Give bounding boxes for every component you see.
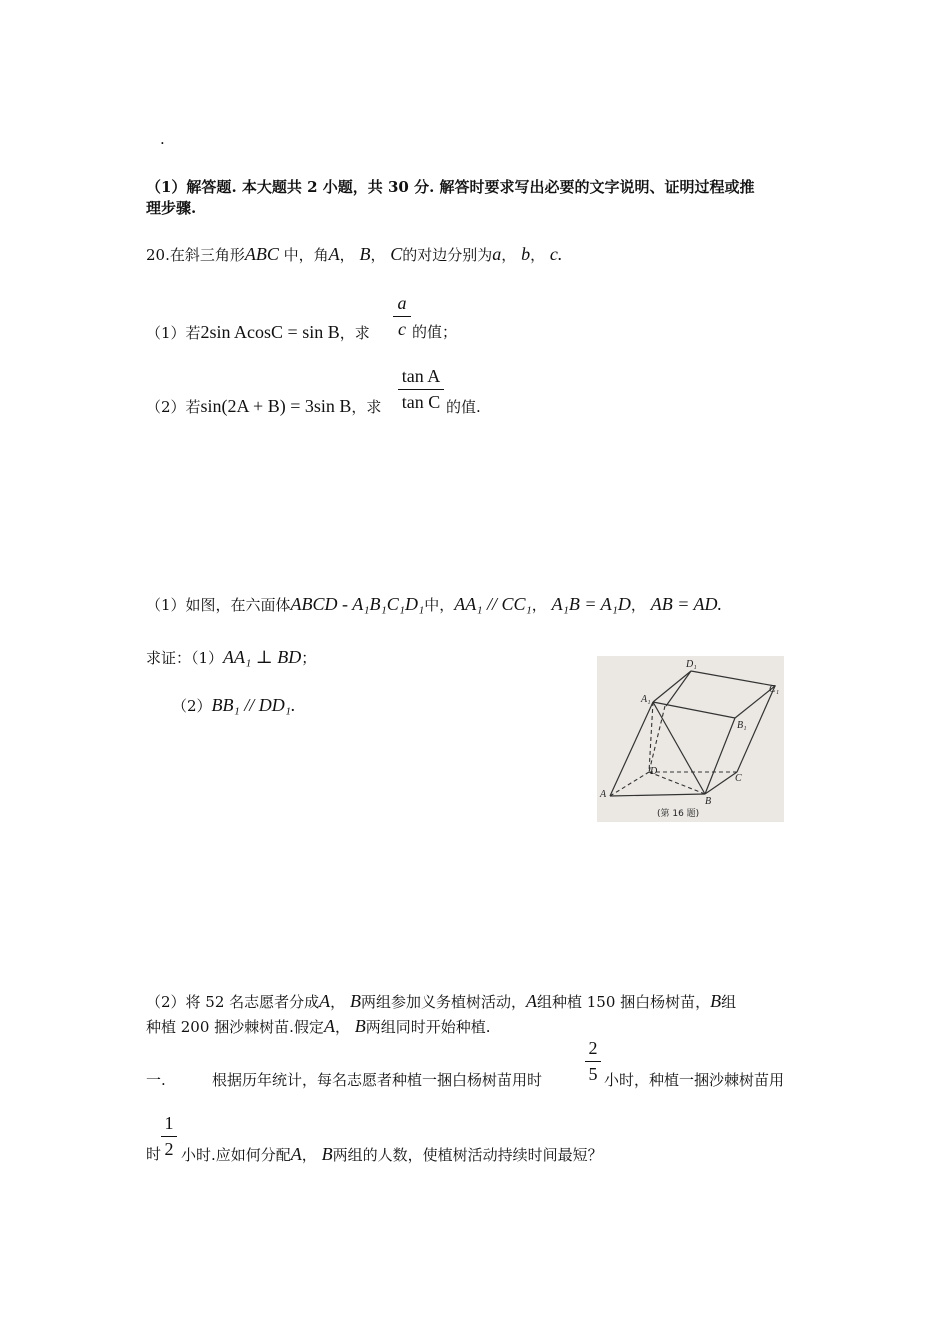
part2-label: （2）若	[146, 398, 201, 416]
part1-equation: 2sin AcosC = sin B	[200, 322, 340, 342]
vertex-label: B	[705, 796, 712, 807]
trees-text1c: 组种植 150 捆白杨树苗，	[536, 993, 711, 1011]
angle-b: B	[359, 244, 371, 264]
trees-line4a: 时	[146, 1145, 162, 1163]
prove-label: 求证：（1）	[146, 649, 224, 667]
side-c: c.	[549, 244, 563, 264]
vertex-label: C₁	[769, 684, 780, 695]
vertex-label: D	[650, 766, 658, 777]
trees-text4b: 小时.应如何分配	[181, 1146, 291, 1164]
part2-frac-num: tan A	[401, 366, 441, 386]
trees-text1d: 组	[721, 993, 737, 1011]
sep: ，	[501, 246, 517, 264]
trees-line4	[181, 1143, 603, 1166]
part1-frac-den: c	[398, 319, 406, 339]
sep: ，	[530, 246, 546, 264]
header-dot: .	[160, 130, 165, 148]
group-b: B	[710, 991, 722, 1011]
hex-stem	[146, 593, 722, 616]
hex-prove2	[172, 694, 296, 717]
trees-line1	[146, 990, 736, 1013]
cond-1: AA₁ // CC₁	[454, 594, 532, 614]
q20-stem	[146, 243, 562, 266]
cond-3: AB = AD.	[650, 594, 723, 614]
sep: ，	[301, 1146, 317, 1164]
angle-a: A	[328, 244, 340, 264]
vertex-label: C	[735, 773, 742, 784]
frac1-num: 2	[588, 1038, 598, 1058]
trees-text4c: 两组的人数，使植树活动持续时间最短？	[332, 1146, 603, 1164]
cond-2: A₁B = A₁D	[551, 594, 631, 614]
hex-prove1	[146, 646, 316, 669]
hexahedron-figure	[597, 656, 784, 822]
solid-name: ABCD - A₁B₁C₁D₁	[290, 594, 425, 614]
vertex-label: B₁	[737, 720, 747, 731]
trees-text1a: （2）将 52 名志愿者分成	[146, 993, 320, 1011]
sep: ，	[630, 596, 646, 614]
part2-fraction	[398, 363, 444, 414]
angle-c: C	[390, 244, 403, 264]
trees-line3: 根据历年统计，每名志愿者种植一捆白杨树苗用时	[212, 1071, 543, 1089]
group-b: B	[354, 1016, 366, 1036]
group-b: B	[349, 991, 361, 1011]
part2-end: 的值.	[446, 398, 481, 416]
q20-stem-text1: 20.在斜三角形	[146, 246, 245, 264]
part2-frac-den: tan C	[401, 392, 441, 412]
group-a: A	[525, 991, 537, 1011]
section-heading-line2: 理步骤.	[146, 199, 197, 217]
q20-part1	[146, 321, 370, 344]
prove2-label: （2）	[172, 697, 212, 715]
group-a: A	[323, 1016, 335, 1036]
trees-line2	[146, 1015, 491, 1038]
prove1-end: ；	[301, 649, 317, 667]
part1-ask: ，求	[339, 324, 370, 342]
hex-stem-text1: （1）如图，在六面体	[146, 596, 291, 614]
sep: ，	[531, 596, 547, 614]
figure-caption: (第 16 题)	[657, 809, 700, 819]
part2-ask: ，求	[351, 398, 382, 416]
item-mark: 一.	[146, 1071, 166, 1089]
trees-line3b: 小时，种植一捆沙棘树苗用	[604, 1071, 785, 1089]
prove2-statement: BB₁ // DD₁.	[211, 695, 296, 715]
part2-equation: sin(2A + B) = 3sin B	[200, 396, 352, 416]
part1-end: 的值；	[412, 323, 458, 341]
frac2-num: 1	[164, 1113, 174, 1133]
vertex-label: A	[600, 789, 607, 800]
time-fraction-1	[585, 1035, 601, 1086]
group-a: A	[319, 991, 331, 1011]
group-b: B	[321, 1144, 333, 1164]
trees-text2a: 种植 200 捆沙棘树苗.假定	[146, 1018, 324, 1036]
time-fraction-2	[161, 1110, 177, 1161]
hex-stem-text2: 中，	[424, 596, 455, 614]
side-a: a	[492, 244, 502, 264]
trees-text1b: 两组参加义务植树活动，	[360, 993, 526, 1011]
part1-label: （1）若	[146, 324, 201, 342]
trees-text2b: 两组同时开始种植.	[365, 1018, 491, 1036]
frac1-den: 5	[588, 1064, 598, 1084]
prove1-statement: AA₁ ⊥ BD	[223, 647, 302, 667]
group-a: A	[290, 1144, 302, 1164]
part1-frac-num: a	[397, 293, 407, 313]
sep: ，	[370, 246, 386, 264]
sep: ，	[330, 993, 346, 1011]
section-heading-line1: （1）解答题. 本大题共 2 小题，共 30 分. 解答时要求写出必要的文字说明、证明过程或推	[146, 178, 755, 196]
frac2-den: 2	[164, 1139, 174, 1159]
q20-stem-text2: 中，角	[283, 246, 329, 264]
part1-fraction	[393, 290, 411, 341]
vertex-label: D₁	[686, 659, 697, 670]
sep: ，	[334, 1018, 350, 1036]
hexahedron-diagram	[597, 656, 784, 822]
sep: ，	[339, 246, 355, 264]
triangle-name: ABC	[244, 244, 279, 264]
q20-stem-text3: 的对边分别为	[402, 246, 493, 264]
side-b: b	[521, 244, 531, 264]
q20-part2	[146, 395, 381, 418]
vertex-label: A₁	[641, 694, 651, 705]
